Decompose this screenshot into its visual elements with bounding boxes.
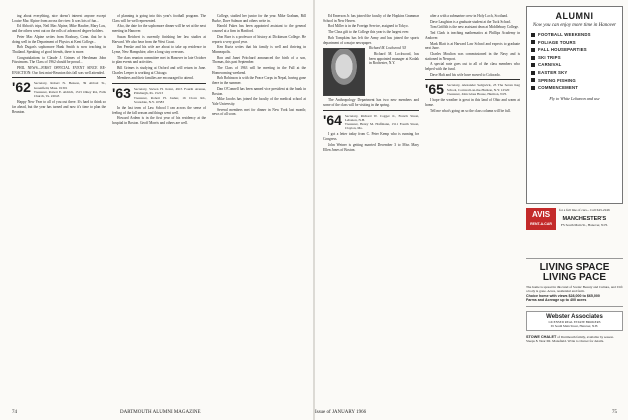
page-number-right: 75 [612, 410, 617, 415]
paragraph: Mark Blatt is at Harvard Law School and expects to graduate next June. [425, 41, 520, 51]
divider [12, 77, 106, 78]
paragraph: Peter Mac Alpine writes from Roxbury, Conn. that he is doing well in the Department of Physics at Kent College... [12, 34, 106, 44]
class-header-65 [425, 83, 520, 96]
paragraph: Harold Fakes has been appointed assistant to the general counsel at a firm in Hartford. [212, 24, 306, 34]
class-year: '64 [323, 111, 342, 128]
class-treasurer: Treasurer, Robert H. Jasher, 16 Clove Rd., Scarsdale, N.Y. 10583 [133, 95, 206, 104]
class-header-63 [112, 87, 206, 104]
issue-line: Issue of JANUARY 1966 [315, 410, 367, 415]
paragraph: The class reunion committee met in Hanover in late October to plan events and activities. [112, 55, 206, 65]
paragraph: I hope the weather is great in this land of Ohio and warm at home. [425, 98, 520, 108]
list-item-label: FOOTBALL WEEKENDS [538, 32, 591, 37]
list-item [531, 69, 618, 77]
paragraph: Howard Ardem is in the first year of his residency at the hospital in Boston. Geoff Morris and others are well. [112, 116, 206, 126]
square-bullet-icon [531, 33, 535, 37]
list-item-label: CARNIVAL [538, 62, 562, 68]
class-treasurer: Treasurer, Henry M. Hoffmann, 1511 Fourth Street, Clayton, Mo. [344, 122, 419, 131]
divider [112, 83, 206, 84]
paragraph: Members and their families are encouraged to attend. [117, 76, 194, 81]
paragraph: Ken Kurtz writes that his family is well and thriving in Minneapolis. [212, 45, 306, 54]
paragraph: Happy New Year to all of you out there. It's hard to think so far ahead, but the year has turned and now it's time to plan the Reunion. [12, 100, 106, 114]
square-bullet-icon [531, 40, 535, 44]
avis-ad[interactable] [526, 208, 623, 259]
class-treasurer: Treasurer, John Glass House, Harmon, N.H. [446, 91, 507, 96]
avis-logo [526, 208, 556, 230]
paragraph: Don Burr is a professor of history at Dickinson College. He reports a very good year. [212, 34, 306, 44]
paragraph: Rod Miller is in the Foreign Service, assigned to Tokyo. [328, 24, 409, 29]
paragraph: Ron and Janet Pritchard announced the birth of a son, Thomas, this past September. [212, 55, 306, 65]
square-bullet-icon [531, 71, 535, 75]
avis-logo-text: AVIS [531, 210, 551, 219]
divider [323, 110, 419, 111]
paragraph: John Weiner is getting married December 3 to Miss Mary Ellen Jones of Boston. [323, 142, 419, 152]
photo-caption: Richard M. Lockwood '63 [369, 46, 407, 51]
list-item-label: SKI TRIPS [538, 54, 561, 60]
right-column-2 [425, 14, 520, 115]
ad-item-list [531, 31, 618, 92]
paragraph: College, studied her junior for the year. Mike Graham, Bill Burke, Dave Salmon and others write in. [212, 14, 306, 23]
paragraph: Richard M. Lockwood, has been appointed manager at Kodak in Rochester, N.Y. [369, 51, 419, 66]
dealer-name: MANCHESTER'S [562, 216, 607, 223]
avis-logo-sub: RENT-A-CAR [530, 222, 552, 226]
class-treasurer: Treasurer, Robert E. Aldrich, 1515 Olney Rd., Falls Church, Va. 22043 [33, 89, 106, 99]
list-item-label: EASTER SKY [538, 69, 568, 75]
square-bullet-icon [531, 48, 535, 52]
ad-title: ALUMNI [555, 11, 594, 21]
listing: Farms and Acreage up to 400 acres [526, 298, 587, 303]
paragraph: Several members met for dinner in New York last month; news of all soon. [212, 107, 306, 117]
left-page [0, 0, 313, 420]
class-year: '63 [112, 85, 131, 102]
left-column-1 [12, 14, 106, 115]
list-item [531, 39, 618, 47]
class-secretary: Secretary, Robert N. Benson, 39 Abbott St., Greenfield, Mass. 01301 [33, 81, 106, 90]
paragraph: Bob Robinson is with the Peace Corps in Nepal, having gone there in the summer. [212, 76, 306, 86]
square-bullet-icon [531, 78, 535, 82]
class-header-64 [323, 111, 419, 131]
company-address: 65 South Main Street, Hanover, N.H. [550, 324, 599, 328]
paragraph: Dave Laughton is a graduate student at the Tuck School. [430, 19, 512, 24]
paragraph: Jim Fenske and his wife are about to take up residence in Lyme, New Hampshire, after a long stay overseas. [112, 45, 206, 54]
ad-tagline: Fly to White Lebanon and use [549, 95, 600, 101]
right-page [315, 0, 628, 420]
left-column-3 [212, 14, 306, 118]
ad-title: STOWE CHALET [526, 335, 557, 339]
paragraph: Congratulations to Claude J. Grimes of Hershman John Fitzsimons. The Class of 1962 should be proud... [12, 55, 106, 65]
paragraph: Mike Jacobs has joined the faculty of the medical school at Yale University. [212, 97, 306, 106]
paragraph: Ed Emerson Jr. has joined the faculty of the Hopkins Grammar School in New Haven. [323, 14, 419, 23]
ad-headline-2: LIVING PACE [542, 272, 607, 283]
paragraph: Tell me what's going on so the class column will be full. [430, 108, 511, 113]
class-officers [345, 114, 419, 131]
class-officers [34, 81, 106, 98]
class-year: '62 [12, 79, 31, 96]
portrait-photo [323, 48, 365, 96]
paragraph: after a with a submarine crew in Holy Loch, Scotland. [430, 14, 508, 18]
left-column-2 [112, 14, 206, 127]
list-item-label: FOLIAGE TOURS [538, 39, 576, 45]
company-name: Webster Associates [546, 314, 603, 320]
ad-subtitle: Now you can enjoy more time in Hanover [532, 23, 617, 28]
paragraph: Dave Haft and his wife have moved to Colorado. [430, 72, 501, 77]
ad-body: The home is spread in this land of Scenic Beauty and Culture, and I lift a body is gone. Acres, residential and farm. [526, 285, 623, 294]
stowe-chalet-ad[interactable] [526, 335, 623, 344]
paragraph: The Anthropology Department has two new members and some of the class will be visiting in the spring. [323, 98, 419, 107]
class-officers [134, 87, 206, 104]
class-officers [447, 83, 520, 96]
paragraph: Ted Clark is teaching mathematics at Phillips Academy in Andover. [425, 31, 520, 40]
list-item [531, 84, 618, 92]
avis-ad-body [559, 208, 610, 258]
magazine-name: DARTMOUTH ALUMNI MAGAZINE [120, 410, 201, 415]
paragraph: Ed Abbott's trips, Neil Mac Alpine, Mike Haufter, Mary Lou, and the others went out on the rolls of advanced degree holders. [12, 24, 106, 34]
square-bullet-icon [531, 63, 535, 67]
dealer-address: FS South Main St., Hanover, N.H. [561, 223, 608, 228]
advertisement-column [526, 6, 623, 411]
paragraph: Also, the date for the sophomore dinner will be set at the next meeting in Hanover. [112, 24, 206, 34]
class-secretary: Secretary, Richard W. Cogger Jr., French Street, Lebanon, N.H. [344, 113, 419, 122]
company-sub: LICENSED REAL ESTATE BROKERS [548, 320, 601, 324]
listing: Choice home with views $28,000 to $65,000 [526, 293, 600, 298]
paragraph: Dan O'Connell has been named vice president at the bank in Boston. [212, 86, 306, 96]
avis-text: for a full line of cars... Call 643-2246 [559, 208, 610, 212]
paragraph: Bob Dugan's sophomore Hank Smith is now teaching in Thailand. Speaking of good friends, there is more. [12, 45, 106, 54]
page-number-left: 74 [12, 410, 17, 415]
paragraph: I got a letter today from C. Peter Kemp who is running for Congress. [323, 132, 419, 142]
list-item [531, 31, 618, 39]
list-item-label: FALL HOUSEPARTIES [538, 47, 587, 53]
paragraph: A special note goes out to all of the class members who helped with the fund. [425, 62, 520, 72]
ad-body: of Dartmouth family, available by season. Sleeps 8. Near Mt. Mansfield. Write to Owner for details. [526, 335, 614, 344]
paragraph: Bob Tompkins has left the Army and has joined the sports department of a major newspaper. [323, 35, 419, 45]
paragraph: PHIL NEWS—FIRST OFFICIAL EVENT SINCE RE-ENACTION: Our first mini-Reunion this fall was well attended. [12, 66, 106, 75]
paragraph: ing about everything, nice doesn't interest anyone except Louise Mac Alpine from across the river. It was lots of fun... [12, 14, 106, 23]
paragraph: The Class of 1963 will be meeting in the Fall at the Homecoming weekend. [212, 66, 306, 75]
right-column-1 [323, 14, 419, 153]
class-secretary: Secretary, Alexander Sedgwick, 23 The Seven Keg School, Cornwall-on-the-Hudson, N.Y. 12520 [446, 83, 520, 92]
square-bullet-icon [531, 86, 535, 90]
alumni-travel-ad[interactable] [526, 6, 623, 204]
paragraph: of planning is going into this year's football program. The Class will be well represented. [112, 14, 206, 23]
paragraph: Tom Griffith is the new assistant dean at Middlebury College. [430, 25, 519, 30]
paragraph: In the last term of Law School I ran across the sense of feeling of the fall season and things went well. [112, 105, 206, 115]
class-secretary: Secretary, Steven H. Kolar, 4915 Fourth Avenue, Pittsburgh, Pa. 15213 [133, 87, 206, 96]
class-year: '65 [425, 81, 444, 98]
list-item [531, 46, 618, 54]
class-header-62 [12, 81, 106, 98]
square-bullet-icon [531, 56, 535, 60]
paragraph: The Class gift to the College this year is the largest ever. [328, 30, 410, 35]
list-item [531, 54, 618, 62]
divider [425, 79, 520, 80]
list-item-label: SPRING FISHING [538, 77, 576, 83]
list-item [531, 61, 618, 69]
list-item-label: COMMENCEMENT [538, 85, 579, 91]
paragraph: Charles Moulton was commissioned in the Navy and is stationed in Newport. [425, 51, 520, 61]
ad-headline: LIVING SPACE [539, 262, 610, 273]
webster-associates-ad[interactable] [526, 311, 623, 331]
paragraph: Bill Grimes is studying at Oxford and will return in June. Charles Leeper is working at Chicago. [112, 66, 206, 75]
paragraph: Susan Reichert is currently finishing her law studies at Harvard. We also hear from the West Coast. [112, 34, 206, 44]
living-space-ad[interactable] [526, 263, 623, 307]
list-item [531, 77, 618, 85]
